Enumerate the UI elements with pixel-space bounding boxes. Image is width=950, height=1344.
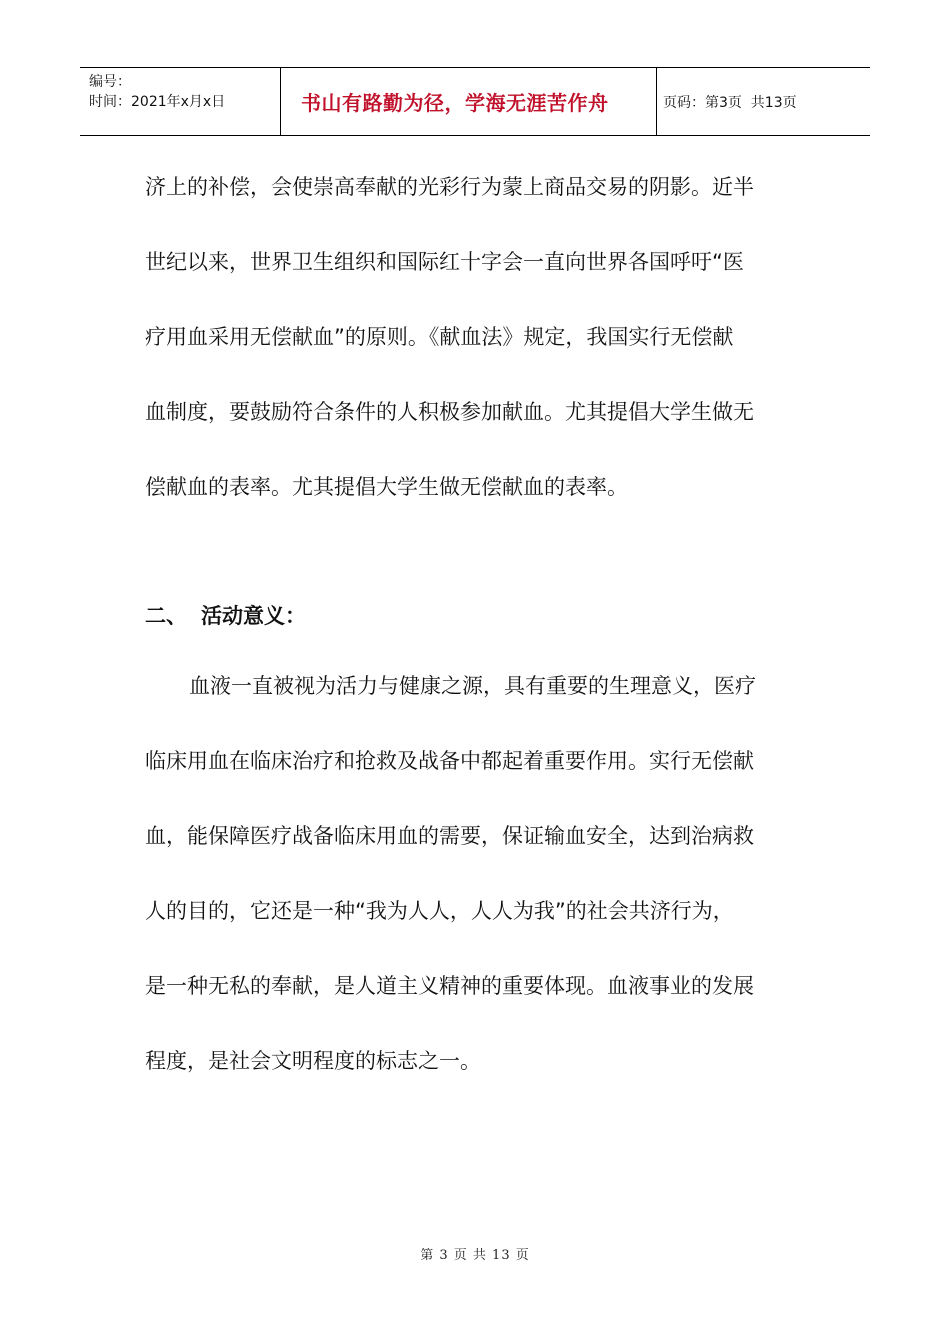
paragraph-1 [145,155,815,530]
paragraph-line: 是一种无私的奉献，是人道主义精神的重要体现。血液事业的发展 [145,974,754,998]
paragraph-line: 血液一直被视为活力与健康之源，具有重要的生理意义，医疗 [189,674,756,698]
paragraph-line: 疗用血采用无偿献血”的原则。《献血法》规定，我国实行无偿献 [145,325,734,349]
paragraph-line: 偿献血的表率。尤其提倡大学生做无偿献血的表率。 [145,475,628,499]
section-heading [145,584,815,654]
section-number: 二、 [145,604,187,628]
page-header [80,67,870,136]
page-footer: 第 3 页 共 13 页 [420,1248,530,1263]
paragraph-line: 世纪以来，世界卫生组织和国际红十字会一直向世界各国呼吁“医 [145,250,744,274]
paragraph-2 [145,654,815,1104]
paragraph-line: 血制度，要鼓励符合条件的人积极参加献血。尤其提倡大学生做无 [145,400,754,424]
serial-label: 编号： [89,74,131,90]
section-title: 活动意义： [201,604,306,628]
paragraph-line: 血，能保障医疗战备临床用血的需要，保证输血安全，达到治病救 [145,824,754,848]
paragraph-line: 济上的补偿，会使崇高奉献的光彩行为蒙上商品交易的阴影。近半 [145,175,754,199]
header-meta [80,68,281,135]
paragraph-line: 人的目的，它还是一种“我为人人，人人为我”的社会共济行为， [145,899,734,923]
header-motto: 书山有路勤为径，学海无涯苦作舟 [281,68,657,135]
header-page-info [657,68,870,135]
paragraph-line: 程度，是社会文明程度的标志之一。 [145,1049,481,1073]
document-body [145,155,815,1104]
time-label: 时间：2021年x月x日 [89,94,226,110]
paragraph-line: 临床用血在临床治疗和抢救及战备中都起着重要作用。实行无偿献 [145,749,754,773]
page-label: 页码：第3页 共13页 [663,94,797,111]
spacer [145,530,815,584]
